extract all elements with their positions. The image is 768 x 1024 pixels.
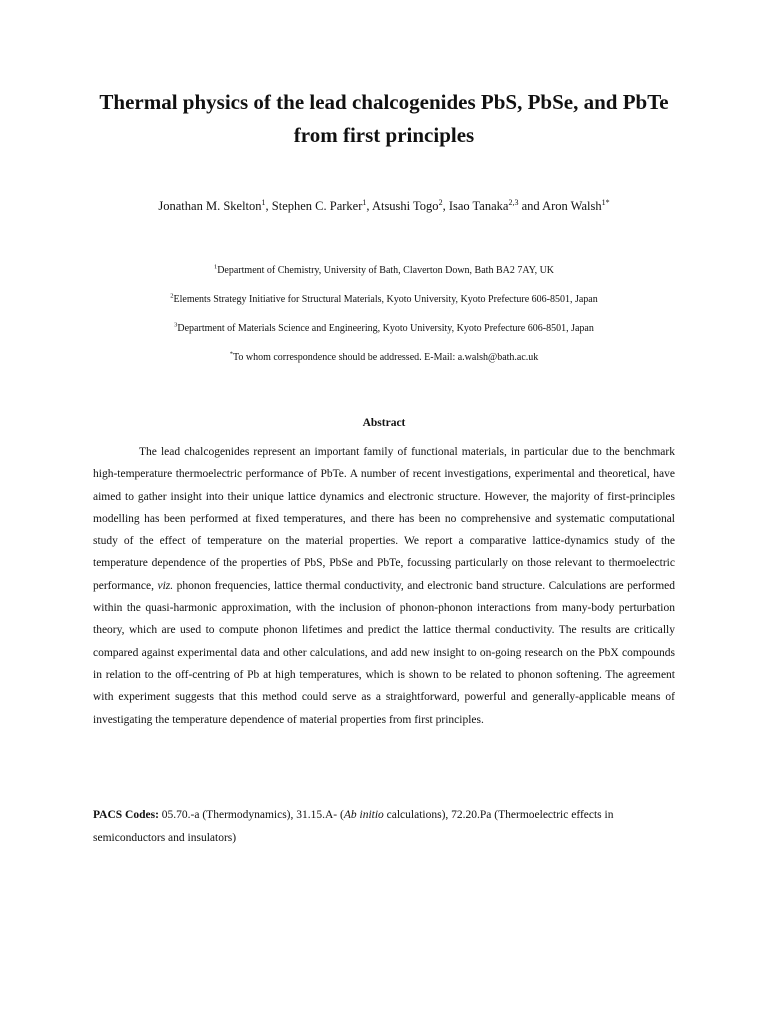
author-separator: and [518, 199, 543, 213]
abstract-italic-viz: viz. [157, 579, 174, 592]
affiliation-mark: * [229, 350, 233, 358]
title-line-1: Thermal physics of the lead chalcogenides PbS, PbSe, and PbTe [99, 90, 669, 114]
pacs-text-part-1: 05.70.-a (Thermodynamics), 31.15.A- ( [158, 809, 344, 821]
affiliation-mark: 3 [174, 321, 178, 329]
affiliation-3 [60, 322, 708, 336]
affiliation-text: Department of Materials Science and Engineering, Kyoto University, Kyoto Prefecture 606-8501, Japan [177, 323, 594, 334]
author-name: Stephen C. Parker [271, 199, 363, 213]
abstract-body [93, 441, 675, 731]
author-affiliation-mark: 1 [362, 197, 367, 207]
author-separator: , [265, 199, 272, 213]
author-affiliation-mark: 1 [261, 197, 266, 207]
affiliation-text: Department of Chemistry, University of Bath, Claverton Down, Bath BA2 7AY, UK [217, 265, 555, 276]
author-name: Atsushi Togo [371, 199, 439, 213]
pacs-italic-ab-initio: Ab initio [343, 809, 384, 821]
title-line-2: from first principles [293, 123, 475, 147]
author-affiliation-mark: 1* [601, 197, 610, 207]
pacs-label: PACS Codes: [93, 809, 159, 821]
author-name: Jonathan M. Skelton [158, 199, 262, 213]
author-separator: , [442, 199, 449, 213]
affiliation-2 [60, 293, 708, 307]
author-affiliation-mark: 2,3 [508, 197, 519, 207]
pacs-text-part-2: calculations), 72.20.Pa (Thermoelectric effects in semiconductors and insulators) [93, 809, 614, 844]
paper-title [60, 86, 708, 151]
abstract-text-part-2: phonon frequencies, lattice thermal conductivity, and electronic band structure. Calculations are performed within the quasi-harmonic approximation, with the inclusion of phonon-phonon interactions from many-body perturbation theory, which are used to compute phonon lifetimes and predict the lattice thermal conductivity. The results are critically compared against experimental data and other calculations, and add new insight to on-going research on the PbX compounds in relation to the off-centring of Pb at high temperatures, which is shown to be related to phonon softening. The agreement with experiment suggests that this method could serve as a straightforward, powerful and generally-applicable means of investigating the temperature dependence of material properties from first principles. [93, 579, 675, 726]
correspondence-note [60, 351, 708, 365]
author-separator: , [366, 199, 372, 213]
pacs-codes [93, 804, 675, 850]
author-name: Aron Walsh [542, 199, 602, 213]
affiliation-text: Elements Strategy Initiative for Structural Materials, Kyoto University, Kyoto Prefecture 606-8501, Japan [173, 294, 598, 305]
author-affiliation-mark: 2 [438, 197, 443, 207]
abstract-heading: Abstract [362, 417, 406, 429]
correspondence-text: To whom correspondence should be addressed. E-Mail: a.walsh@bath.ac.uk [232, 352, 539, 363]
author-name: Isao Tanaka [448, 199, 509, 213]
affiliation-mark: 2 [170, 292, 174, 300]
affiliation-mark: 1 [213, 263, 218, 271]
author-list [60, 197, 708, 215]
abstract-text-part-1: The lead chalcogenides represent an important family of functional materials, in particular due to the benchmark high-temperature thermoelectric performance of PbTe. A number of recent investigations, experimental and theoretical, have aimed to gather insight into their unique lattice dynamics and electronic structure. However, the majority of first-principles modelling has been performed at fixed temperatures, and there has been no comprehensive and systematic computational study of the effect of temperature on the material properties. We report a comparative lattice-dynamics study of the temperature dependence of the properties of PbS, PbSe and PbTe, focussing particularly on those relevant to thermoelectric performance, [93, 446, 675, 592]
affiliation-1 [60, 264, 708, 278]
